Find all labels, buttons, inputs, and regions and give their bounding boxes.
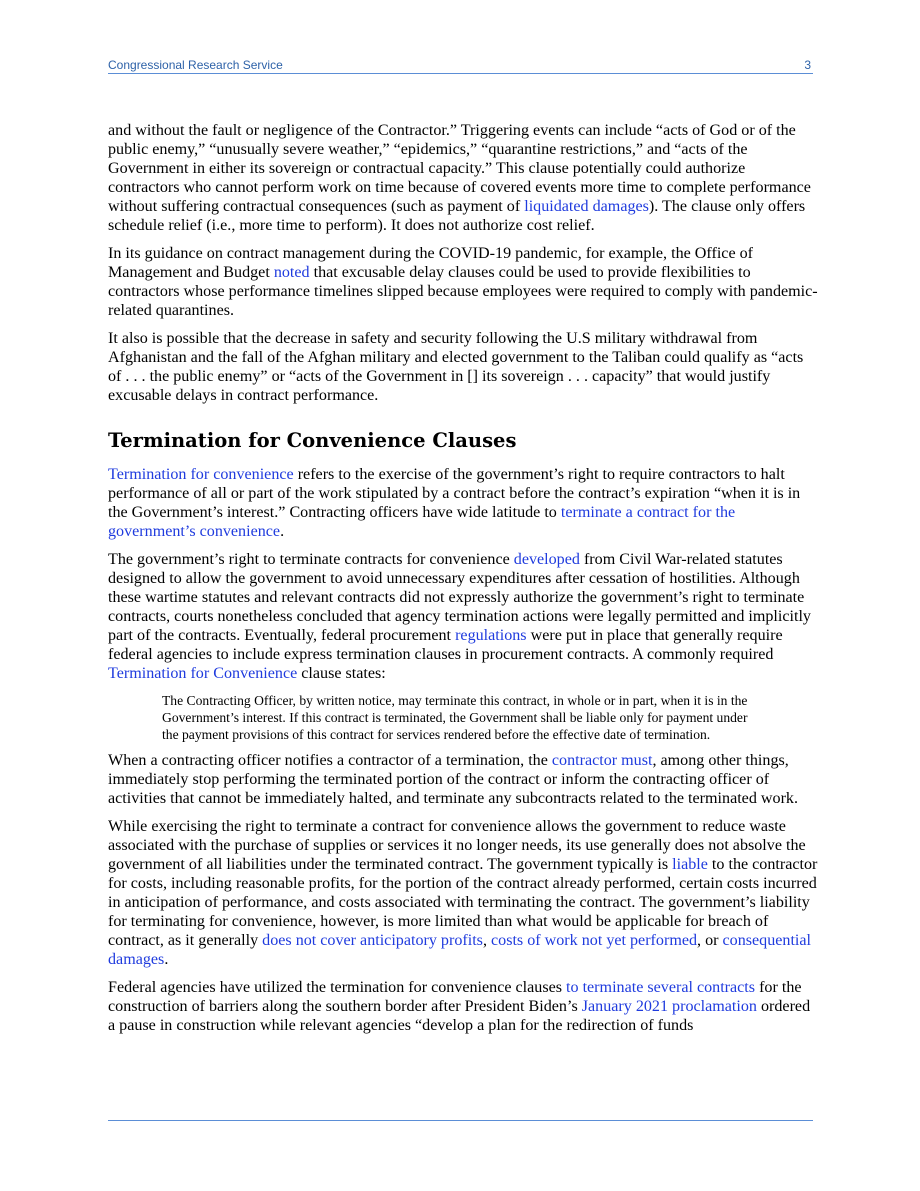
page-header [108,58,813,74]
paragraph: and without the fault or negligence of the Contractor.” Triggering events can include “acts of God or of the public enemy,” “unusually severe weather,” “epidemics,” “quarantine restrictions,” and “acts of the Government in either its sovereign or contractual capacity.” This clause potentially could authorize contractors who cannot perform work on time because of covered events more time to complete performance without suffering contractual consequences (such as payment of liquidated damages). The clause only offers schedule relief (i.e., more time to perform). It does not authorize cost relief. [108,122,811,234]
header-rule [108,73,813,74]
paragraph: When a contracting officer notifies a contractor of a termination, the contractor must, among other things, immediately stop performing the terminated portion of the contract or inform the contracting officer of activities that cannot be immediately halted, and terminate any subcontracts related to the terminated work. [108,752,798,807]
link-terminate-contract[interactable]: terminate a contract for the government’s convenience [108,504,736,540]
page-number: 3 [804,58,811,72]
link-costs-of-work[interactable]: costs of work not yet performed [491,932,698,949]
link-consequential-damages[interactable]: consequential damages [108,932,812,968]
link-noted[interactable]: noted [273,264,310,281]
block-quote: The Contracting Officer, by written notice, may terminate this contract, in whole or in part, when it is in the Government’s interest. If this contract is terminated, the Government shall be liable only for payment under the payment provisions of this contract for services rendered before the effective date of termination. [162,693,748,742]
link-liable[interactable]: liable [672,856,708,873]
link-developed[interactable]: developed [513,551,580,568]
section-heading: Termination for Convenience Clauses [108,429,517,452]
document-body [108,121,820,1044]
paragraph: While exercising the right to terminate a contract for convenience allows the government to reduce waste associated with the purchase of supplies or services it no longer needs, its use generally does not absolve the government of all liabilities under the terminated contract. The government typically is liable to the contractor for costs, including reasonable profits, for the portion of the contract already performed, certain costs incurred in anticipation of performance, and costs associated with terminating the contract. The government’s liability for terminating for convenience, however, is more limited than what would be applicable for breach of contract, as it generally does not cover anticipatory profits, costs of work not yet performed, or consequential damages. [108,818,818,968]
link-termination-for-convenience[interactable]: Termination for convenience [108,466,294,483]
link-anticipatory-profits[interactable]: does not cover anticipatory profits [262,932,483,949]
link-liquidated-damages[interactable]: liquidated damages [524,198,649,215]
link-termination-clause[interactable]: Termination for Convenience [108,665,298,682]
paragraph: Federal agencies have utilized the termination for convenience clauses to terminate several contracts for the construction of barriers along the southern border after President Biden’s January 2021 proclamation ordered a pause in construction while relevant agencies “develop a plan for the redirection of funds [108,979,811,1034]
footer-rule [108,1120,813,1121]
link-regulations[interactable]: regulations [455,627,527,644]
link-january-2021-proclamation[interactable]: January 2021 proclamation [581,998,757,1015]
paragraph: The government’s right to terminate contracts for convenience developed from Civil War-related statutes designed to allow the government to avoid unnecessary expenditures after cessation of hostilities. Although these wartime statutes and relevant contracts did not expressly authorize the government’s right to terminate contracts, courts nonetheless concluded that agency termination actions were legally permitted and implicitly part of the contracts. Eventually, federal procurement regulations were put in place that generally require federal agencies to include express termination clauses in procurement contracts. A commonly required Termination for Convenience clause states: [108,551,811,682]
link-terminate-several-contracts[interactable]: to terminate several contracts [566,979,756,996]
paragraph: In its guidance on contract management during the COVID-19 pandemic, for example, the Office of Management and Budget noted that excusable delay clauses could be used to provide flexibilities to contractors whose performance timelines slipped because employees were required to comply with pandemic-related quarantines. [108,245,818,319]
link-contractor-must[interactable]: contractor must [551,752,653,769]
header-title: Congressional Research Service [108,58,283,72]
paragraph: Termination for convenience refers to the exercise of the government’s right to require contractors to halt performance of all or part of the work stipulated by a contract before the contract’s expiration “when it is in the Government’s interest.” Contracting officers have wide latitude to terminate a contract for the government’s convenience. [108,466,801,540]
paragraph: It also is possible that the decrease in safety and security following the U.S military withdrawal from Afghanistan and the fall of the Afghan military and elected government to the Taliban could qualify as “acts of . . . the public enemy” or “acts of the Government in [] its sovereign . . . capacity” that would justify excusable delays in contract performance. [108,330,804,404]
